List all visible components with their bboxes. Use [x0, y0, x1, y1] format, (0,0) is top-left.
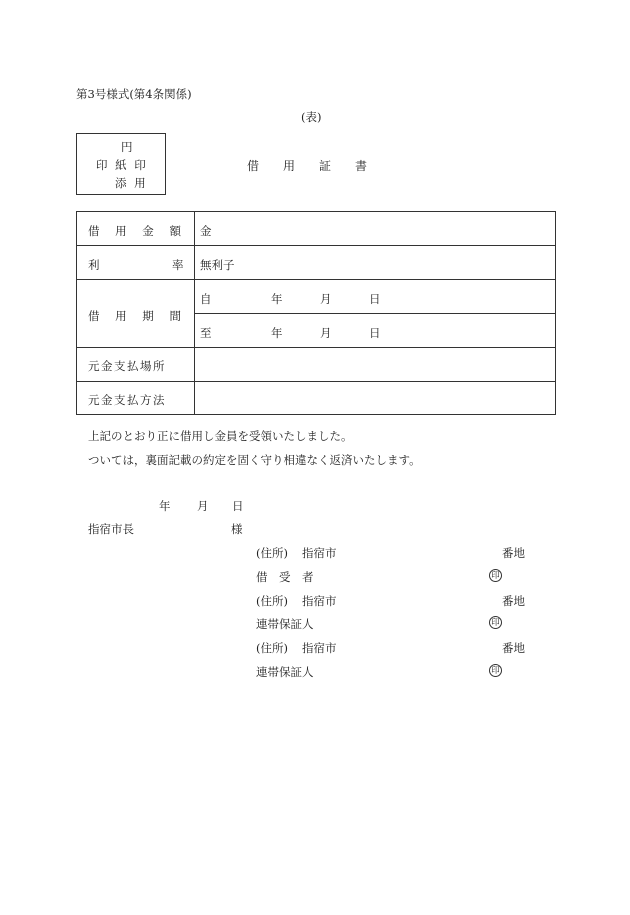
party3-city: 指宿市 [302, 641, 337, 655]
loan-amount-label: 借 用 金 額 [88, 224, 187, 238]
addressee-honorific: 様 [231, 522, 243, 536]
party1-city: 指宿市 [302, 546, 337, 560]
form-number: 第3号様式(第4条関係) [76, 87, 192, 101]
loan-period-label: 借 用 期 間 [88, 309, 187, 323]
party2-seal-icon: 印 [489, 616, 502, 629]
party2-city: 指宿市 [302, 594, 337, 608]
party3-role: 連帯保証人 [256, 665, 314, 679]
period-to-day: 日 [369, 326, 381, 340]
stamp-yen: 円 [121, 140, 133, 154]
period-from-label: 自 [200, 292, 212, 306]
body-line-1: 上記のとおり正に借用し金員を受領いたしました。 [88, 429, 353, 443]
interest-rate-label-right: 率 [172, 258, 184, 272]
stamp-affix: 添 用 [115, 176, 148, 190]
period-to-year: 年 [271, 326, 283, 340]
period-to-label: 至 [200, 326, 212, 340]
loan-amount-value: 金 [200, 224, 212, 238]
party1-address-label: (住所) [256, 546, 288, 560]
party2-role: 連帯保証人 [256, 617, 314, 631]
payment-method-label: 元金支払方法 [88, 393, 166, 407]
party2-address-label: (住所) [256, 594, 288, 608]
document-title: 借 用 証 書 [247, 159, 368, 173]
party1-lot: 番地 [502, 546, 525, 560]
period-to-month: 月 [320, 326, 332, 340]
interest-rate-label-left: 利 [88, 258, 100, 272]
date-month: 月 [197, 499, 209, 513]
addressee-name: 指宿市長 [88, 522, 134, 536]
party3-seal-icon: 印 [489, 664, 502, 677]
party3-address-label: (住所) [256, 641, 288, 655]
period-from-day: 日 [369, 292, 381, 306]
period-from-year: 年 [271, 292, 283, 306]
body-line-2: ついては，裏面記載の約定を固く守り相違なく返済いたします。 [88, 453, 421, 467]
date-year: 年 [159, 499, 171, 513]
side-label: (表) [301, 110, 322, 124]
party1-seal-icon: 印 [489, 569, 502, 582]
payment-place-label: 元金支払場所 [88, 359, 166, 373]
date-day: 日 [232, 499, 244, 513]
interest-rate-value: 無利子 [200, 258, 235, 272]
period-from-month: 月 [320, 292, 332, 306]
stamp-paper-seal: 印 紙 印 [96, 158, 148, 172]
party2-lot: 番地 [502, 594, 525, 608]
party1-role: 借 受 者 [256, 570, 314, 584]
party3-lot: 番地 [502, 641, 525, 655]
